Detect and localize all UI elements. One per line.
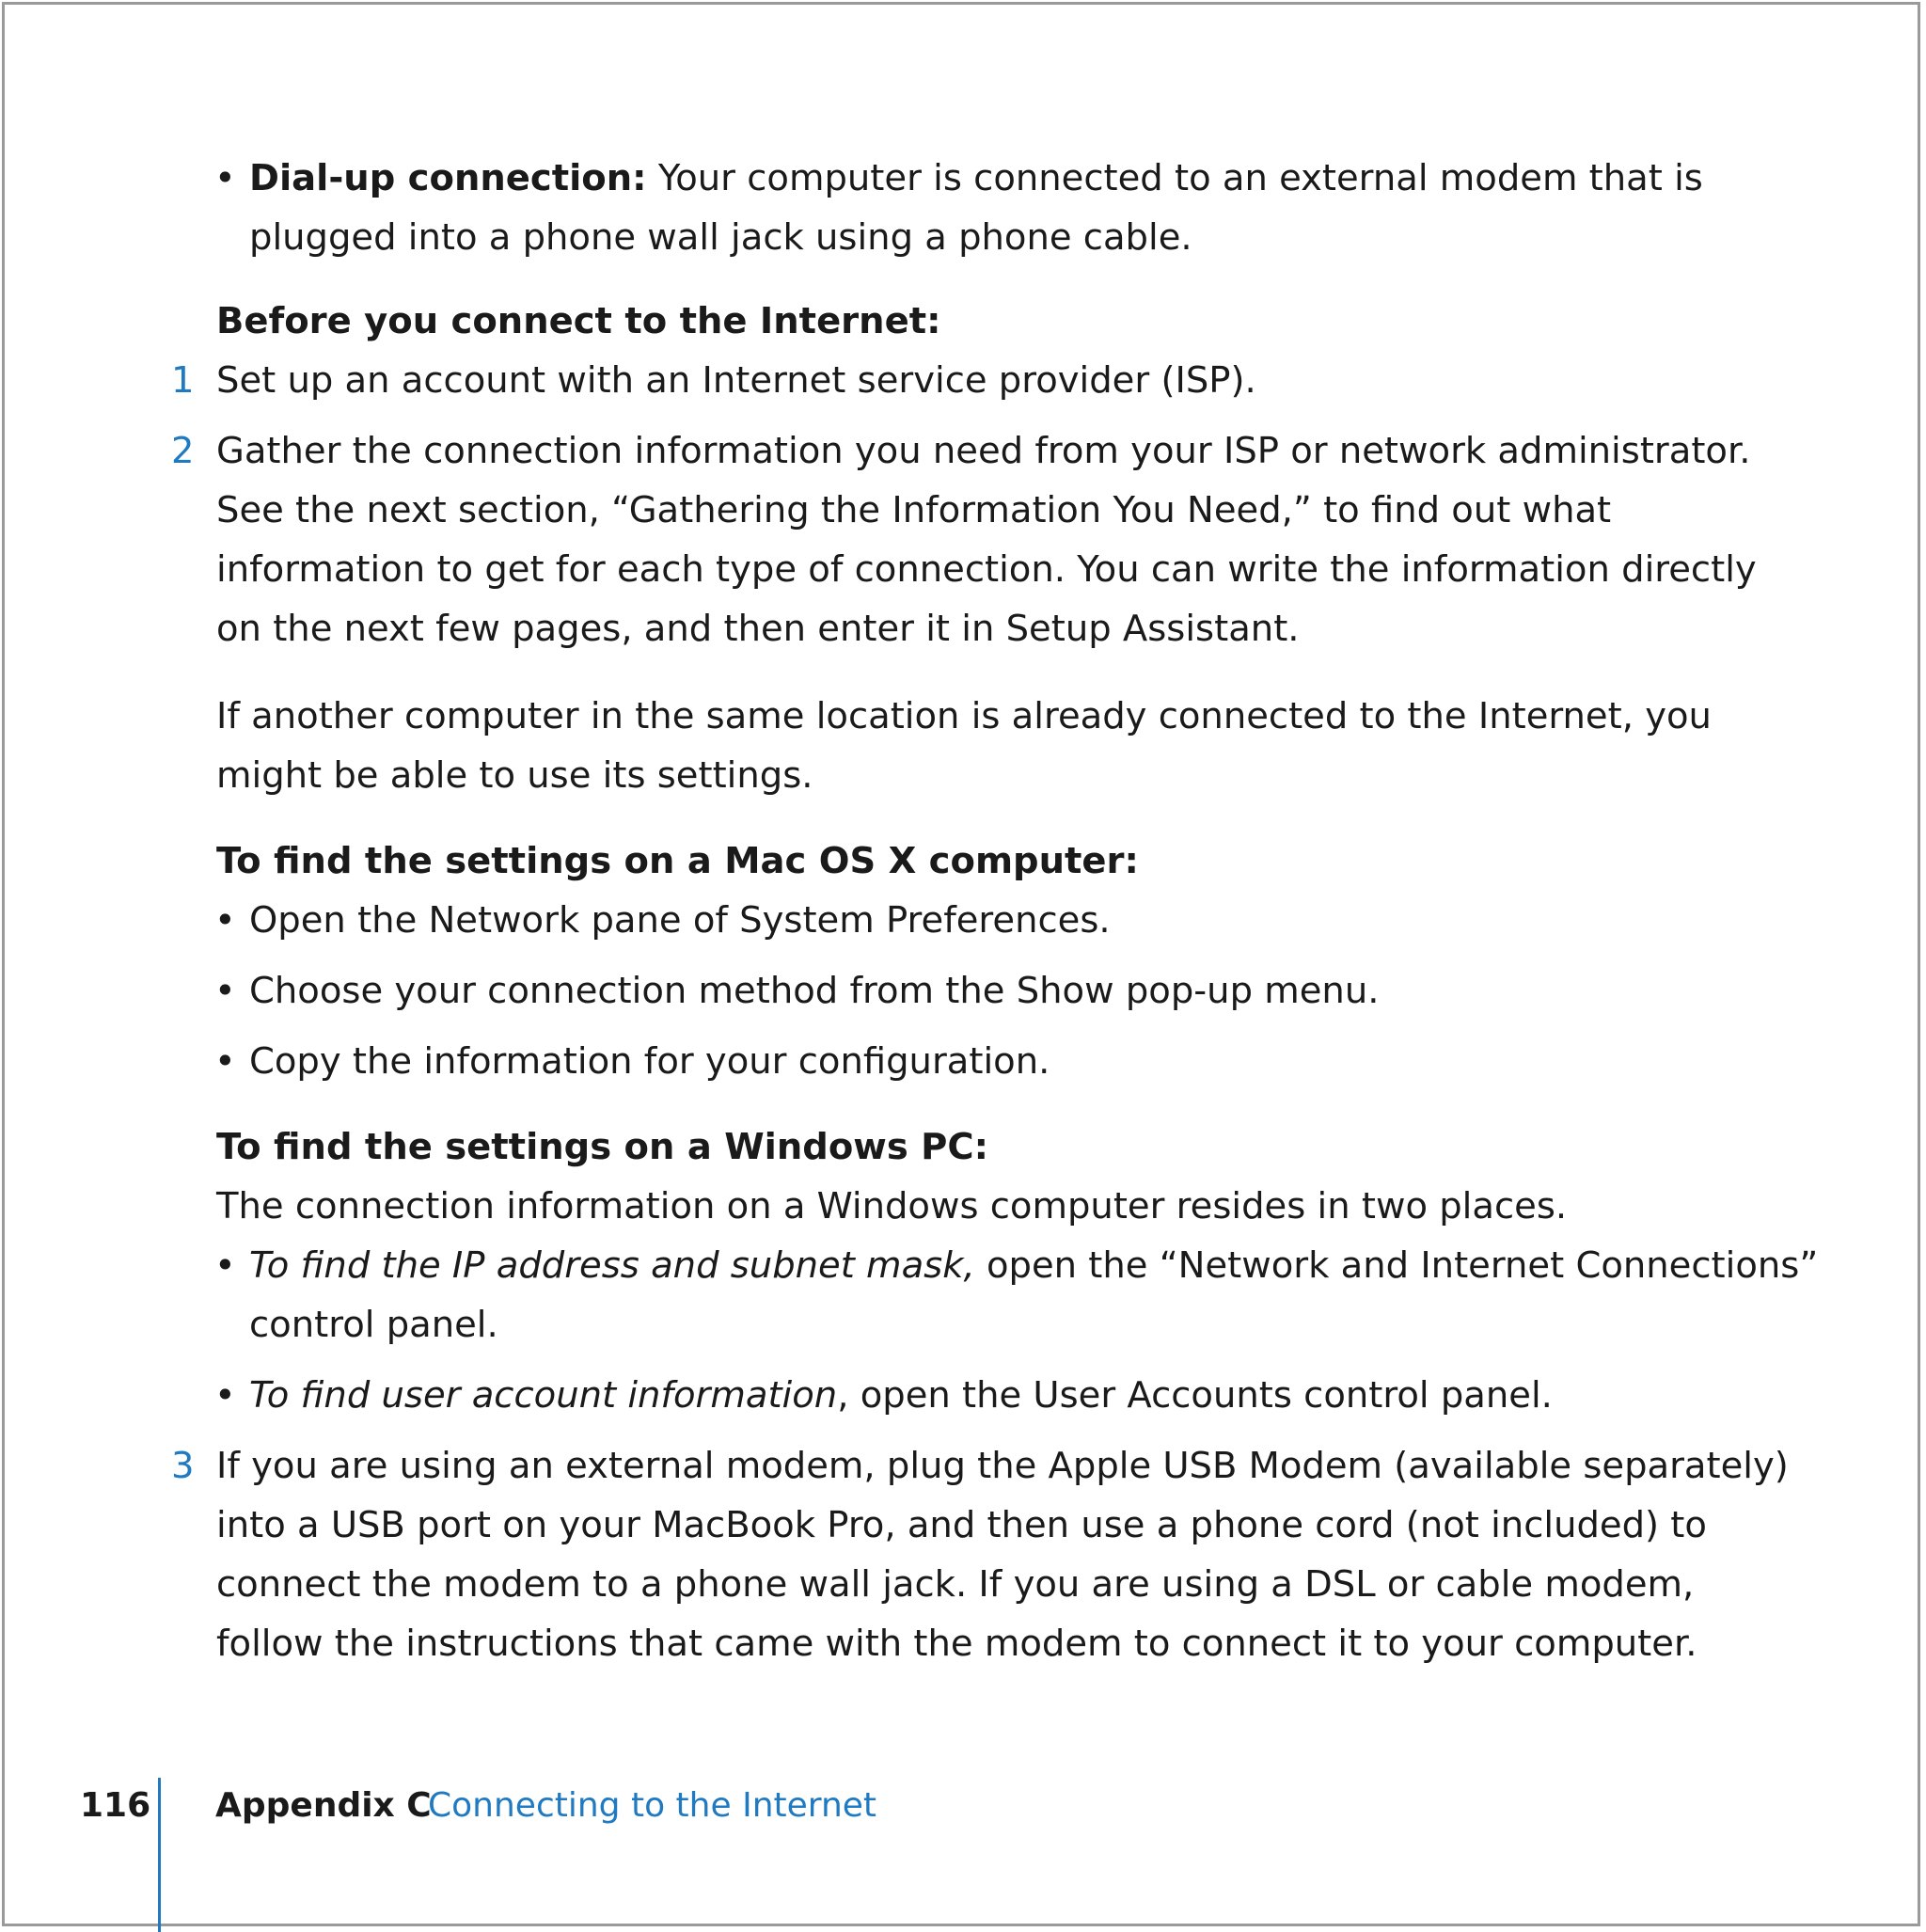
bullet-dot: • — [214, 1244, 236, 1287]
step-2-extra-line-1: If another computer in the same location is already connected to the Internet, you — [216, 695, 1712, 737]
before-heading: Before you connect to the Internet: — [216, 300, 941, 342]
step-3-line-4: follow the instructions that came with the modem to connect it to your computer. — [216, 1623, 1697, 1665]
dialup-text: Your computer is connected to an external modem that is — [657, 157, 1703, 199]
bullet-dot: • — [214, 1040, 236, 1083]
step-2-line-4: on the next few pages, and then enter it in Setup Assistant. — [216, 608, 1300, 650]
step-1-line: Set up an account with an Internet service provider (ISP). — [216, 359, 1256, 402]
windows-bullet-1-italic: To find the IP address and subnet mask, — [249, 1244, 975, 1287]
step-2-line-2: See the next section, “Gathering the Information You Need,” to find out what — [216, 489, 1612, 531]
step-3-line-2: into a USB port on your MacBook Pro, and then use a phone cord (not included) to — [216, 1504, 1707, 1546]
step-2-line-1: Gather the connection information you need from your ISP or network administrator. — [216, 430, 1751, 472]
windows-heading: To find the settings on a Windows PC: — [216, 1126, 989, 1168]
dialup-line2: plugged into a phone wall jack using a phone cable. — [249, 216, 1192, 259]
windows-bullet-1-rest: open the “Network and Internet Connections” — [974, 1244, 1819, 1287]
step-3-line-3: connect the modem to a phone wall jack. If you are using a DSL or cable modem, — [216, 1563, 1695, 1606]
step-3-line-1: If you are using an external modem, plug the Apple USB Modem (available separately) — [216, 1445, 1789, 1487]
bullet-dot: • — [214, 970, 236, 1012]
windows-bullet-2 — [249, 1366, 1553, 1426]
step-2-line-3: information to get for each type of connection. You can write the information directly — [216, 548, 1757, 591]
footer-appendix: Appendix C — [215, 1786, 432, 1825]
mac-heading: To find the settings on a Mac OS X computer: — [216, 840, 1139, 882]
step-number-1: 1 — [171, 359, 195, 402]
dialup-label: Dial-up connection: — [249, 157, 647, 199]
windows-bullet-1 — [249, 1236, 1818, 1296]
step-number-2: 2 — [171, 430, 195, 472]
mac-bullet-2: Choose your connection method from the Show pop-up menu. — [249, 970, 1380, 1012]
bullet-dot: • — [214, 1374, 236, 1417]
page-number: 116 — [80, 1786, 151, 1825]
footer-chapter-title: Connecting to the Internet — [428, 1786, 877, 1825]
windows-bullet-2-rest: , open the User Accounts control panel. — [837, 1374, 1553, 1417]
step-number-3: 3 — [171, 1445, 195, 1487]
windows-intro: The connection information on a Windows computer resides in two places. — [216, 1185, 1568, 1227]
footer-rule — [158, 1778, 161, 1932]
windows-bullet-2-italic: To find user account information — [249, 1374, 838, 1417]
bullet-dot: • — [214, 899, 236, 942]
bullet-dot: • — [214, 157, 236, 199]
mac-bullet-1: Open the Network pane of System Preferences. — [249, 899, 1111, 942]
mac-bullet-3: Copy the information for your configuration. — [249, 1040, 1050, 1083]
dialup-line1 — [249, 149, 1703, 209]
windows-bullet-1-line-2: control panel. — [249, 1304, 498, 1346]
step-2-extra-line-2: might be able to use its settings. — [216, 754, 813, 797]
